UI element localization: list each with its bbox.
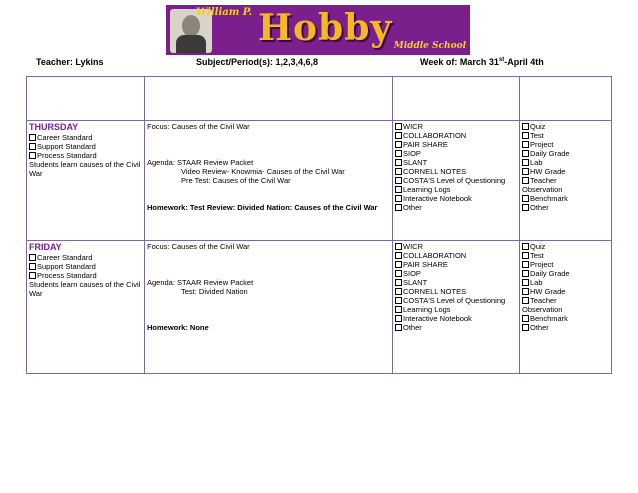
subject-label: Subject/Period(s): 1,2,3,4,6,8: [196, 57, 319, 67]
assessment-item[interactable]: Other: [522, 323, 609, 332]
day-cell: [27, 241, 145, 374]
checkbox[interactable]: [522, 159, 529, 166]
checkbox[interactable]: [395, 195, 402, 202]
checkbox[interactable]: [395, 186, 402, 193]
logo-school-text: Middle School: [393, 41, 466, 51]
checkbox[interactable]: [29, 263, 36, 270]
strategy-item[interactable]: PAIR SHARE: [395, 260, 517, 269]
assessment-item[interactable]: Test: [522, 131, 609, 140]
checkbox[interactable]: [522, 288, 529, 295]
checkbox[interactable]: [522, 204, 529, 211]
assessment-item[interactable]: Daily Grade: [522, 149, 609, 158]
homework-text: Homework: None: [147, 323, 209, 332]
homework-text: Homework: Test Review: Divided Nation: Causes of the Civil War: [147, 203, 378, 212]
checkbox[interactable]: [395, 177, 402, 184]
strategy-item[interactable]: SLANT: [395, 158, 517, 167]
assessment-item[interactable]: HW Grade: [522, 287, 609, 296]
checkbox[interactable]: [522, 132, 529, 139]
assessment-item[interactable]: Project: [522, 260, 609, 269]
strategy-item[interactable]: Other: [395, 203, 517, 212]
checkbox[interactable]: [522, 243, 529, 250]
checkbox[interactable]: [522, 195, 529, 202]
checkbox[interactable]: [522, 150, 529, 157]
strategy-item[interactable]: Other: [395, 323, 517, 332]
checkbox[interactable]: [522, 123, 529, 130]
observation-label: Observation: [522, 185, 563, 194]
strategy-item[interactable]: WICR: [395, 242, 517, 251]
checkbox[interactable]: [395, 297, 402, 304]
checkbox[interactable]: [522, 261, 529, 268]
week-label: Week of: March 31st-April 4th: [420, 57, 544, 67]
strategy-item[interactable]: SIOP: [395, 149, 517, 158]
standard-career[interactable]: Career Standard: [29, 133, 142, 142]
day-name: FRIDAY: [29, 242, 62, 252]
checkbox[interactable]: [395, 252, 402, 259]
strategy-item[interactable]: WICR: [395, 122, 517, 131]
lesson-cell: [145, 121, 393, 241]
checkbox[interactable]: [395, 150, 402, 157]
strategy-item[interactable]: CORNELL NOTES: [395, 167, 517, 176]
checkbox[interactable]: [29, 143, 36, 150]
strategy-item[interactable]: COLLABORATION: [395, 251, 517, 260]
assessment-cell: [520, 241, 612, 374]
checkbox[interactable]: [395, 288, 402, 295]
header-blank-row: [27, 77, 612, 121]
assessment-item[interactable]: Project: [522, 140, 609, 149]
strategy-item[interactable]: SIOP: [395, 269, 517, 278]
assessment-item[interactable]: Quiz: [522, 242, 609, 251]
assessment-item[interactable]: Other: [522, 203, 609, 212]
checkbox[interactable]: [522, 252, 529, 259]
standard-support[interactable]: Support Standard: [29, 142, 142, 151]
assessment-item[interactable]: Benchmark: [522, 194, 609, 203]
observation-label: Observation: [522, 305, 563, 314]
checkbox[interactable]: [395, 270, 402, 277]
checkbox[interactable]: [395, 306, 402, 313]
logo-small-text: William P.: [196, 7, 253, 18]
strategy-item[interactable]: COLLABORATION: [395, 131, 517, 140]
checkbox[interactable]: [395, 141, 402, 148]
standard-process[interactable]: Process Standard: [29, 151, 142, 160]
strategy-item[interactable]: Learning Logs: [395, 185, 517, 194]
assessment-item[interactable]: Teacher: [522, 176, 609, 185]
checkbox[interactable]: [522, 324, 529, 331]
logo-big-text: Hobby: [258, 7, 393, 49]
checkbox[interactable]: [395, 279, 402, 286]
checkbox[interactable]: [522, 297, 529, 304]
checkbox[interactable]: [29, 272, 36, 279]
checkbox[interactable]: [522, 279, 529, 286]
assessment-item[interactable]: Test: [522, 251, 609, 260]
agenda-item: Video Review- Knowmia- Causes of the Civil War: [181, 167, 345, 176]
agenda-item: Test: Divided Nation: [181, 287, 248, 296]
strategy-item[interactable]: CORNELL NOTES: [395, 287, 517, 296]
checkbox[interactable]: [395, 315, 402, 322]
checkbox[interactable]: [522, 270, 529, 277]
agenda-label: Agenda: STAAR Review Packet: [147, 278, 254, 287]
focus-text: Focus: Causes of the Civil War: [147, 242, 250, 251]
assessment-item[interactable]: Teacher: [522, 296, 609, 305]
standard-career[interactable]: Career Standard: [29, 253, 142, 262]
strategies-cell: [393, 121, 520, 241]
day-cell: [27, 121, 145, 241]
strategy-item[interactable]: Learning Logs: [395, 305, 517, 314]
strategy-item[interactable]: COSTA'S Level of Questioning: [395, 176, 517, 185]
checkbox[interactable]: [395, 168, 402, 175]
objective-text: Students learn causes of the Civil War: [29, 280, 141, 298]
assessment-item[interactable]: Quiz: [522, 122, 609, 131]
assessment-item[interactable]: Lab: [522, 158, 609, 167]
focus-text: Focus: Causes of the Civil War: [147, 122, 250, 131]
assessment-item[interactable]: HW Grade: [522, 167, 609, 176]
strategy-item[interactable]: Interactive Notebook: [395, 314, 517, 323]
assessment-cell: [520, 121, 612, 241]
day-name: THURSDAY: [29, 122, 79, 132]
checkbox[interactable]: [29, 152, 36, 159]
checkbox[interactable]: [395, 159, 402, 166]
checkbox[interactable]: [395, 132, 402, 139]
assessment-item[interactable]: Daily Grade: [522, 269, 609, 278]
strategy-item[interactable]: Interactive Notebook: [395, 194, 517, 203]
checkbox[interactable]: [522, 141, 529, 148]
checkbox[interactable]: [522, 315, 529, 322]
friday-row: [27, 241, 612, 374]
checkbox[interactable]: [395, 243, 402, 250]
standard-support[interactable]: Support Standard: [29, 262, 142, 271]
objective-text: Students learn causes of the Civil War: [29, 160, 141, 178]
lesson-plan-table: [26, 76, 612, 374]
assessment-item[interactable]: Benchmark: [522, 314, 609, 323]
checkbox[interactable]: [29, 254, 36, 261]
teacher-label: Teacher: Lykins: [36, 57, 104, 67]
thursday-row: [27, 121, 612, 241]
standard-process[interactable]: Process Standard: [29, 271, 142, 280]
checkbox[interactable]: [29, 134, 36, 141]
lesson-cell: [145, 241, 393, 374]
agenda-item: Pre Test: Causes of the Civil War: [181, 176, 291, 185]
strategy-item[interactable]: SLANT: [395, 278, 517, 287]
checkbox[interactable]: [395, 324, 402, 331]
assessment-item[interactable]: Lab: [522, 278, 609, 287]
strategies-cell: [393, 241, 520, 374]
checkbox[interactable]: [522, 168, 529, 175]
agenda-label: Agenda: STAAR Review Packet: [147, 158, 254, 167]
checkbox[interactable]: [395, 204, 402, 211]
school-logo-banner: [166, 5, 470, 55]
checkbox[interactable]: [395, 261, 402, 268]
checkbox[interactable]: [395, 123, 402, 130]
strategy-item[interactable]: PAIR SHARE: [395, 140, 517, 149]
strategy-item[interactable]: COSTA'S Level of Questioning: [395, 296, 517, 305]
checkbox[interactable]: [522, 177, 529, 184]
